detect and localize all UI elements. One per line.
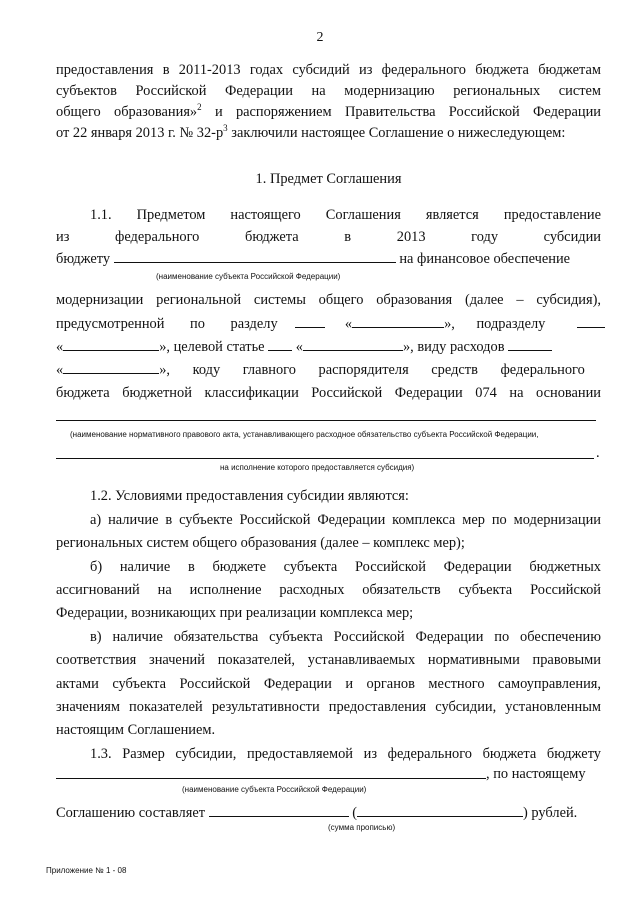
blank-expense-type[interactable] — [508, 338, 552, 351]
blank-target-article[interactable] — [268, 338, 292, 351]
p11-line-5 — [56, 315, 601, 333]
p11-line-3b: на финансовое обеспечение — [399, 251, 571, 267]
p11-line-7a: « — [56, 362, 64, 378]
p12-b-line-3: Федерации, возникающих при реализации комплекса мер; — [56, 605, 414, 621]
blank-subject-name-2[interactable] — [56, 778, 486, 779]
intro-line-4b: заключили настоящее Соглашение о нижеследующем: — [227, 125, 566, 141]
blank-section[interactable] — [295, 315, 325, 328]
p12-title: 1.2. Условиями предоставления субсидии являются: — [90, 488, 409, 504]
page-number: 2 — [316, 30, 324, 45]
intro-line-1: предоставления в 2011-2013 годах субсидий из федерального бюджета бюджетам — [56, 62, 601, 78]
p11-line-7 — [56, 361, 601, 379]
p13-line-2: , по настоящему — [486, 766, 586, 782]
p11-line-5a: предусмотренной по разделу — [56, 316, 278, 332]
intro-line-4a: от 22 января 2013 г. № 32-р — [56, 125, 224, 141]
p12-c-line-4: значениям показателей результативности предоставления субсидии, установленным — [56, 699, 601, 715]
intro-line-2: субъектов Российской Федерации на модернизацию региональных систем — [56, 83, 601, 99]
footer-appendix: Приложение № 1 - 08 — [46, 866, 127, 875]
p11-line-6d: », виду расходов — [402, 339, 505, 355]
p11-line-2: из федерального бюджета в 2013 году субсидии — [56, 229, 601, 245]
blank-subject-name[interactable] — [114, 250, 396, 263]
intro-line-3b: и распоряжением Правительства Российской Федерации — [201, 104, 601, 120]
blank-expense-type-name[interactable] — [63, 361, 159, 374]
p11-line-6a: « — [56, 339, 64, 355]
p11-line-5b: « — [344, 316, 353, 332]
blank-section-name[interactable] — [352, 315, 444, 328]
p13-line-3c: ) рублей. — [523, 805, 578, 821]
p11-line-6 — [56, 338, 601, 356]
p11-line-6c: « — [295, 339, 303, 355]
footnote-ref-2: 2 — [197, 102, 202, 113]
p12-a-line-2: региональных систем общего образования (далее – комплекс мер); — [56, 535, 465, 551]
p11-line-7b: », коду главного распорядителя средств федерального — [159, 362, 585, 378]
p13-line-3b: ( — [352, 805, 358, 821]
p11-line-5c: », подразделу — [444, 316, 546, 332]
footnote-ref-3: 3 — [223, 123, 228, 134]
p13-line-3a: Соглашению составляет — [56, 805, 206, 821]
p12-b-line-1: б) наличие в бюджете субъекта Российской Федерации бюджетных — [90, 559, 601, 575]
blank-legal-act-line-1[interactable] — [56, 420, 596, 421]
p12-c-line-2: соответствия значений показателей, устанавливаемых нормативными правовыми — [56, 652, 601, 668]
caption-subject-name: (наименование субъекта Российской Федерации) — [156, 272, 341, 281]
p12-c-line-1: в) наличие обязательства субъекта Российской Федерации по обеспечению — [90, 629, 601, 645]
p13-line-1: 1.3. Размер субсидии, предоставляемой из федерального бюджета бюджету — [90, 746, 601, 762]
p12-b-line-2: ассигнований на исполнение расходных обязательств субъекта Российской — [56, 582, 601, 598]
blank-subsection[interactable] — [577, 315, 605, 328]
caption-amount-words: (сумма прописью) — [328, 823, 396, 832]
p12-c-line-5: настоящим Соглашением. — [56, 722, 216, 738]
p11-line-3 — [56, 250, 601, 268]
p12-c-line-3: актами субъекта Российской Федерации и органов местного самоуправления, — [56, 676, 601, 692]
caption-legal-act-purpose: на исполнение которого предоставляется субсидия) — [220, 463, 415, 472]
intro-line-3 — [56, 103, 601, 121]
blank-amount-digits[interactable] — [209, 804, 349, 817]
p11-line-3a: бюджету — [56, 251, 111, 267]
section-title: 1. Предмет Соглашения — [255, 171, 402, 187]
blank-amount-words[interactable] — [357, 804, 523, 817]
blank-subsection-name[interactable] — [63, 338, 159, 351]
p11-line-4: модернизации региональной системы общего образования (далее – субсидия), — [56, 292, 601, 308]
p11-line-1: 1.1. Предметом настоящего Соглашения является предоставление — [90, 207, 601, 223]
blank-target-article-name[interactable] — [303, 338, 403, 351]
intro-line-4 — [56, 124, 601, 142]
p13-line-3 — [56, 804, 601, 822]
caption-legal-act: (наименование нормативного правового акта, устанавливающего расходное обязательство субъекта Российской Федерации, — [70, 430, 539, 439]
blank-legal-act-line-2[interactable] — [56, 458, 594, 459]
p11-line-8: бюджета бюджетной классификации Российской Федерации 074 на основании — [56, 385, 601, 401]
p11-line-6b: », целевой статье — [159, 339, 265, 355]
intro-line-3a: общего образования» — [56, 104, 198, 120]
legal-act-period: . — [596, 445, 600, 461]
p12-a-line-1: а) наличие в субъекте Российской Федерации комплекса мер по модернизации — [90, 512, 601, 528]
caption-subject-name-2: (наименование субъекта Российской Федерации) — [182, 785, 367, 794]
